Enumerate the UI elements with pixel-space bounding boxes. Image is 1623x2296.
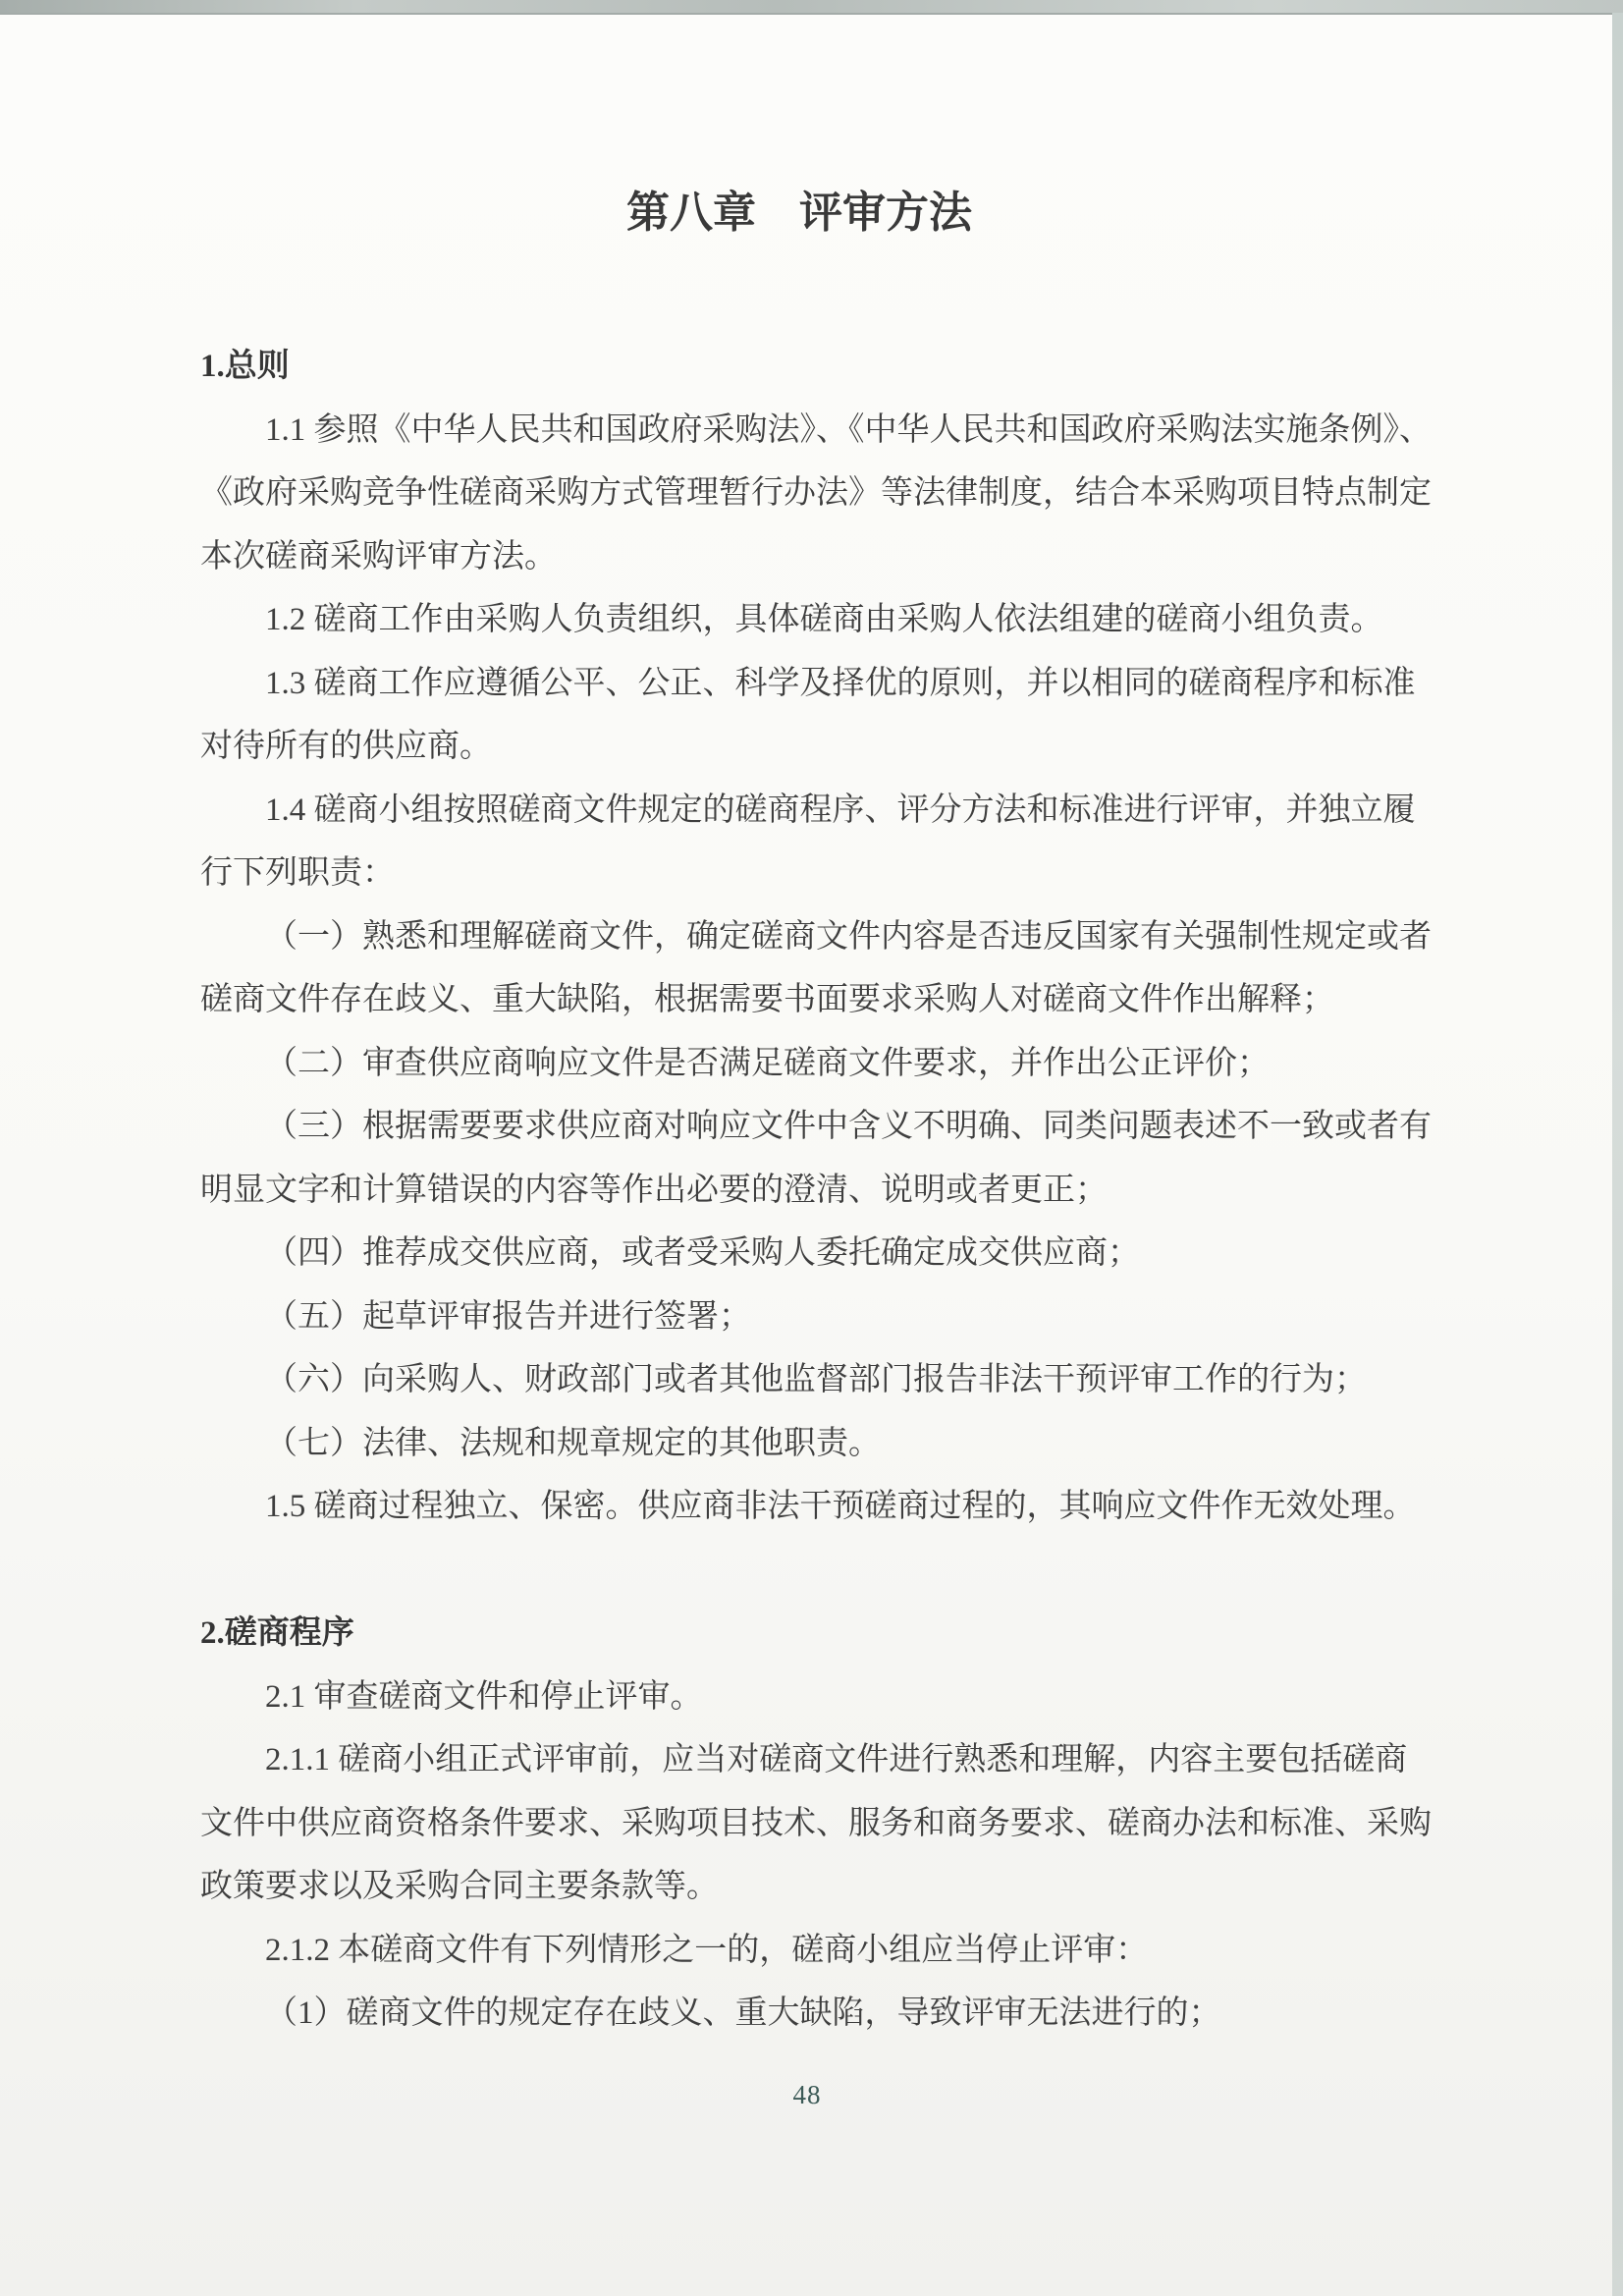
scan-edge-right-artifact [1612,13,1623,2296]
doc-line: 明显文字和计算错误的内容等作出必要的澄清、说明或者更正； [200,1172,1108,1208]
doc-line: 磋商文件存在歧义、重大缺陷，根据需要书面要求采购人对磋商文件作出解释； [200,982,1334,1017]
doc-line: （三）根据需要要求供应商对响应文件中含义不明确、同类问题表述不一致或者有 [265,1109,1432,1144]
doc-line: （一）熟悉和理解磋商文件，确定磋商文件内容是否违反国家有关强制性规定或者 [265,918,1432,955]
doc-line: （七）法律、法规和规章规定的其他职责。 [265,1425,881,1461]
section-heading-procedure: 2.磋商程序 [200,1615,354,1651]
doc-line: 2.1.1 磋商小组正式评审前，应当对磋商文件进行熟悉和理解，内容主要包括磋商 [265,1742,1408,1777]
doc-line: 1.1 参照《中华人民共和国政府采购法》、《中华人民共和国政府采购法实施条例》、 [265,411,1432,448]
document-body [200,335,1432,2046]
doc-line: （六）向采购人、财政部门或者其他监督部门报告非法干预评审工作的行为； [265,1362,1367,1397]
chapter-title: 第八章 评审方法 [626,189,972,237]
doc-line: （四）推荐成交供应商，或者受采购人委托确定成交供应商； [265,1235,1140,1271]
doc-line: 1.3 磋商工作应遵循公平、公正、科学及择优的原则，并以相同的磋商程序和标准 [265,665,1416,701]
scan-edge-top-artifact [0,0,1623,15]
doc-line: 2.1.2 本磋商文件有下列情形之一的，磋商小组应当停止评审： [265,1932,1149,1968]
doc-line: 行下列职责： [200,855,395,891]
doc-line: 2.1 审查磋商文件和停止评审。 [265,1678,703,1715]
page-number: 48 [792,2080,822,2109]
doc-line: 1.5 磋商过程独立、保密。供应商非法干预磋商过程的，其响应文件作无效处理。 [265,1489,1416,1524]
doc-line: 1.4 磋商小组按照磋商文件规定的磋商程序、评分方法和标准进行评审，并独立履 [265,792,1416,828]
doc-line: 本次磋商采购评审方法。 [200,538,557,574]
doc-line: （五）起草评审报告并进行签署； [265,1298,751,1335]
doc-line: 1.2 磋商工作由采购人负责组织，具体磋商由采购人依法组建的磋商小组负责。 [265,602,1383,637]
doc-line: 对待所有的供应商。 [200,729,492,764]
section-heading-general: 1.总则 [200,349,290,384]
doc-line: 文件中供应商资格条件要求、采购项目技术、服务和商务要求、磋商办法和标准、采购 [200,1805,1432,1841]
doc-line: 《政府采购竞争性磋商采购方式管理暂行办法》等法律制度，结合本采购项目特点制定 [200,475,1432,511]
doc-line: （二）审查供应商响应文件是否满足磋商文件要求，并作出公正评价； [265,1045,1270,1081]
doc-line: 政策要求以及采购合同主要条款等。 [200,1869,719,1904]
doc-line: （1）磋商文件的规定存在歧义、重大缺陷，导致评审无法进行的； [265,1995,1221,2031]
blank-line [200,1539,1424,1603]
